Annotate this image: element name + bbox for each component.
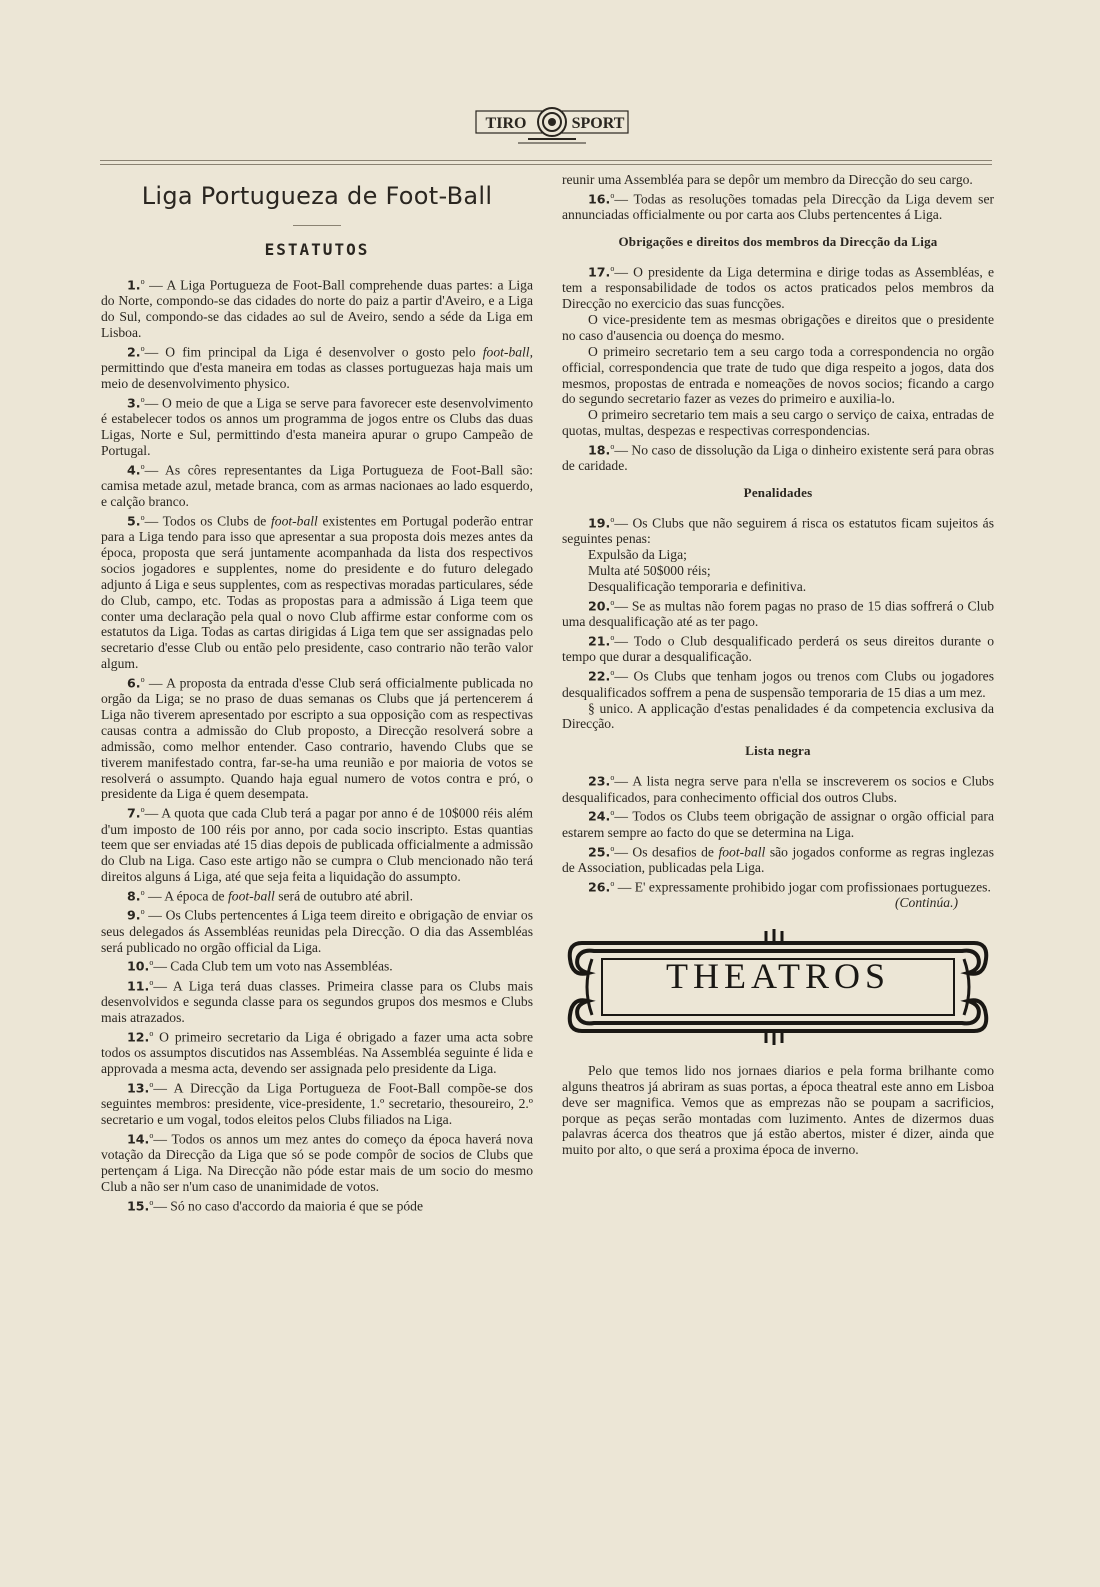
article-number: 17.: [588, 264, 611, 280]
ordinal-mark: o: [140, 512, 145, 522]
ordinal-mark: o: [140, 805, 145, 815]
article-number: 9.: [127, 907, 141, 923]
statute-paragraph: [562, 512, 994, 547]
heading-obrigacoes: Obrigações e direitos dos membros da Direcção da Liga: [618, 234, 938, 250]
article-number: 23.: [588, 773, 611, 789]
ordinal-mark: o: [610, 633, 615, 643]
ordinal-mark: o: [140, 461, 145, 471]
article-number: 3.: [127, 395, 141, 411]
paragraph-text: — Os desafios de: [614, 844, 719, 860]
ordinal-mark: o: [610, 190, 615, 200]
paragraph-text: — Os Clubs pertencentes á Liga teem direito e obrigação de enviar os seus delegados ás Assembléas reunidas pela Direcção. O dia das Assembléas será publicado no orgão official da Liga.: [101, 907, 533, 955]
article-number: 21.: [588, 633, 611, 649]
article-number: 25.: [588, 844, 611, 860]
statute-paragraph: [101, 341, 533, 392]
paragraph-text: — Só no caso d'accordo da maioria é que se póde: [153, 1198, 424, 1214]
article-number: 2.: [127, 344, 141, 360]
paragraph-text: — Todos os annos um mez antes do começo da época haverá nova votação da Direcção da Liga que só se pode compôr de socios de Clubs que pertençam á Liga. Na Direcção não póde estar mais de um socio do mesmo Club a não ser n'um caso de unanimidade de votos.: [101, 1131, 533, 1194]
paragraph-text: permittindo que d'esta maneira em todas as classes portuguezas haja mais um meio de desenvolvimento physico.: [101, 360, 533, 392]
paragraph-text: — A Liga Portugueza de Foot-Ball comprehende duas partes: a Liga do Norte, compondo-se das cidades do norte do paiz a partir d'Aveiro, e a Liga do Sul, compondo-se das cidades ao sul de Aveiro, sendo a séde da Liga em Lisboa.: [101, 277, 533, 341]
italic-term: foot-ball: [271, 513, 318, 529]
ordinal-mark: o: [140, 394, 145, 404]
paragraph-text: — A Liga terá duas classes. Primeira classe para os Clubs mais desenvolvidos e segunda classe para os segundos grupos dos mesmos e Clubs mais atrazados.: [101, 978, 533, 1025]
paragraph-text: são jogados conforme as regras inglezas de Association, publicadas pela Liga.: [562, 844, 994, 875]
lista-negra-articles: [562, 770, 994, 895]
paragraph-text: reunir uma Assembléa para se depôr um membro da Direcção do seu cargo.: [562, 172, 973, 187]
statute-paragraph: [562, 665, 994, 700]
article-number: 19.: [588, 515, 611, 531]
ordinal-mark: o: [149, 958, 154, 968]
paragraph-text: O primeiro secretario tem a seu cargo toda a correspondencia no orgão official, correspondencia que trate de tudo que diga respeito a jogos, data dos mesmos, propostas de entrada e nomeações de novos socios; ficando a cargo do segundo secretario fazer as vezes do primeiro e auxilia-lo.: [562, 343, 994, 407]
statute-paragraph: [101, 1128, 533, 1195]
statute-paragraph: [101, 274, 533, 341]
paragraph-text: — Os Clubs que não seguirem á risca os estatutos ficam sujeitos ás seguintes penas:: [562, 515, 994, 547]
pena-item: Multa até 50$000 réis;: [588, 563, 711, 579]
ordinal-mark: o: [140, 343, 145, 353]
statute-paragraph: [101, 802, 533, 885]
continua-note: (Continúa.): [894, 895, 958, 911]
statute-paragraph: [562, 172, 994, 188]
article-number: 7.: [127, 805, 141, 821]
paragraph-text: será de outubro até abril.: [274, 888, 413, 904]
statute-paragraph: [101, 1026, 533, 1077]
paragraph-text: — A época de: [144, 888, 228, 904]
paragraph-text: — Todos os Clubs teem obrigação de assignar o orgão official para estarem sempre ao facto do que se determina na Liga.: [562, 808, 994, 840]
statute-paragraph: [562, 188, 994, 223]
obrigacoes-articles: [562, 261, 994, 474]
paragraph-text: — A quota que cada Club terá a pagar por anno é de 10$000 réis além d'um imposto de 100 réis por anno, por cada socio inscripto. Estas quantias teem que ser enviadas até 15 dias depois de publicada officialmente a admissão do Club na Liga. Caso este artigo não se cumpra o Club mencionado não terá direitos alguns á Liga, até que seja feita a liquidação do assumpto.: [101, 805, 533, 885]
header-rule-top: [100, 160, 992, 161]
statute-paragraph: [562, 630, 994, 665]
statute-paragraph: [562, 595, 994, 630]
ordinal-mark: o: [149, 1079, 154, 1089]
statute-paragraph: [562, 876, 994, 895]
paragraph-text: — E' expressamente prohibido jogar com profissionaes portuguezes.: [614, 879, 991, 895]
article-number: 15.: [127, 1198, 150, 1214]
ordinal-mark: o: [610, 773, 615, 783]
ordinal-mark: o: [610, 808, 615, 818]
ordinal-mark: o: [610, 441, 615, 451]
pena-item: Desqualificação temporaria e definitiva.: [588, 579, 807, 594]
statute-paragraph: [562, 770, 994, 805]
paragraph-text: existentes em Portugal poderão entrar para a Liga tendo para isso que apresentar a sua proposta dois mezes antes da época, proposta que será juntamente acompanhada da lista dos respectivos socios jogadores e supplentes, nome do presidente e do futuro delegado adjunto á Liga e seus supplentes, com as respectivas moradas particulares, séde do Club, campo, etc. Todas as propostas para a admissão á Liga teem que conter uma declaração pela qual o novo Club affirme estar conforme com os estatutos da Liga. Todas as cartas dirigidas á Liga tem que ser assignadas pelo secretario d'esse Club ou então pelo presidente, caso contrario não terão valor algum.: [101, 513, 533, 672]
article-number: 1.: [127, 277, 141, 293]
statute-paragraph: [101, 510, 533, 672]
statute-paragraph: [562, 805, 994, 840]
ordinal-mark: o: [149, 1028, 154, 1038]
statutes-articles: [101, 274, 533, 1214]
statute-paragraph: [562, 407, 994, 439]
paragraph-text: — O fim principal da Liga é desenvolver o gosto pelo: [144, 344, 483, 360]
statute-paragraph: [101, 885, 533, 904]
svg-text:SPORT: SPORT: [571, 115, 625, 132]
article-number: 13.: [127, 1080, 150, 1096]
masthead-logo: [468, 103, 636, 147]
statute-paragraph: [101, 975, 533, 1026]
article-number: 26.: [588, 879, 611, 895]
paragraph-text: O vice-presidente tem as mesmas obrigações e direitos que o presidente no caso d'ausencia ou doença do mesmo.: [562, 312, 994, 343]
article-number: 11.: [127, 978, 150, 994]
paragraph-text: — Todos os Clubs de: [144, 513, 271, 529]
paragraph-text: — Cada Club tem um voto nas Assembléas.: [153, 958, 393, 974]
article-number: 6.: [127, 675, 141, 691]
theatros-paragraph: Pelo que temos lido nos jornaes diarios e pela forma brilhante como alguns theatros já abriram as suas portas, a época theatral este anno em Lisboa deve ser magnifica. Vemos que as emprezas não se poupam a sacrificios, porque as peças serão montadas com luzimento. Antes de dizermos duas palavras ácerca dos theatros que já estão abertos, mister é dizer, ainda que muito por alto, o que será a proxima época de inverno.: [562, 1063, 994, 1158]
italic-term: foot-ball,: [482, 344, 533, 360]
statute-paragraph: [562, 701, 994, 733]
svg-text:TIRO: TIRO: [485, 115, 527, 132]
article-number: 12.: [127, 1029, 150, 1045]
paragraph-text: O primeiro secretario tem mais a seu cargo o serviço de caixa, entradas de quotas, multas, despezas e respectivas correspondencias.: [562, 407, 994, 439]
article-number: 14.: [127, 1131, 150, 1147]
ordinal-mark: o: [140, 887, 145, 897]
statute-paragraph: [101, 955, 533, 974]
article-number: 22.: [588, 668, 611, 684]
title-divider: [293, 225, 341, 226]
ordinal-mark: o: [610, 264, 615, 274]
ordinal-mark: o: [149, 1197, 154, 1207]
paragraph-text: — Se as multas não forem pagas no praso de 15 dias soffrerá o Club uma desqualificação até as ter pago.: [562, 598, 994, 630]
article-number: 8.: [127, 888, 141, 904]
paragraph-text: — As côres representantes da Liga Portugueza de Foot-Ball são: camisa metade azul, metade branca, com as armas nacionaes ao lado esquerdo, e calção branco.: [101, 462, 533, 510]
ordinal-mark: o: [610, 878, 615, 888]
paragraph-text: — O meio de que a Liga se serve para favorecer este desenvolvimento é estabelecer todos os annos um programma de jogos entre os Clubs das duas Ligas, Norte e Sul, permittindo d'esta maneira apurar o grupo Campeão de Portugal.: [101, 395, 533, 459]
article-number: 16.: [588, 191, 611, 207]
paragraph-text: — No caso de dissolução da Liga o dinheiro existente será para obras de caridade.: [562, 442, 994, 474]
statute-paragraph: [101, 459, 533, 510]
paragraph-text: — A Direcção da Liga Portugueza de Foot-Ball compõe-se dos seguintes membros: presidente, vice-presidente, 1.º secretario, thesoureiro, 2.º secretario e um vogal, todos eleitos pelos Clubs filiados na Liga.: [101, 1080, 533, 1128]
statute-paragraph: [101, 392, 533, 459]
article-subtitle: ESTATUTOS: [264, 240, 370, 259]
penalidades-articles: [562, 595, 994, 732]
ordinal-mark: o: [140, 907, 145, 917]
article-number: 20.: [588, 598, 611, 614]
paragraph-text: § unico. A applicação d'estas penalidades é da competencia exclusiva da Direcção.: [562, 700, 994, 732]
penalidades-intro: [562, 512, 994, 547]
paragraph-text: — Todo o Club desqualificado perderá os seus direitos durante o tempo que durar a desqualificação.: [562, 633, 994, 665]
statute-paragraph: [562, 841, 994, 876]
right-column: [562, 172, 994, 1158]
article-number: 18.: [588, 442, 611, 458]
theatros-banner: [562, 925, 994, 1049]
tiro-e-sport-logo: [468, 103, 636, 147]
article-number: 10.: [127, 958, 150, 974]
italic-term: foot-ball: [718, 844, 766, 860]
ordinal-mark: o: [610, 597, 615, 607]
paragraph-text: O primeiro secretario da Liga é obrigado a fazer uma acta sobre todos os assumptos discutidos nas Assembléas. Na Assembléa seguinte é lida e approvada a mesma acta, devendo ser assignada pelo presidente da Liga.: [101, 1029, 533, 1077]
ordinal-mark: o: [149, 1130, 154, 1140]
header-rule-bottom: [100, 164, 992, 165]
ordinal-mark: o: [610, 843, 615, 853]
left-column: [101, 172, 533, 1214]
pena-item: Expulsão da Liga;: [588, 547, 687, 563]
statute-paragraph: [101, 1077, 533, 1128]
ordinal-mark: o: [610, 515, 615, 525]
article-number: 24.: [588, 808, 611, 824]
paragraph-text: — A proposta da entrada d'esse Club será officialmente publicada no orgão da Liga; se no praso de duas semanas os Clubs que já pertencerem á Liga não tiverem apresentado por escripto a sua opposição com as respectivas causas contra a admissão do Club proposto, a Direcção resolverá sobre a admissão, como melhor entender. Caso contrario, havendo Clubs que se tiverem manifestado contra, far-se-ha uma reunião e por maioria de votos se resolverá o assumpto. Quando haja egual numero de votos contra e pró, o presidente da Liga é quem desempata.: [101, 675, 533, 802]
theatros-title: THEATROS: [665, 956, 890, 997]
article-title: Liga Portugueza de Foot-Ball: [141, 182, 493, 210]
paragraph-text: — O presidente da Liga determina e dirige todas as Assembléas, e tem a responsabilidade de todos os actos praticados pelos membros da Direcção no exercicio das suas funcções.: [562, 264, 994, 312]
statute-paragraph: [562, 261, 994, 312]
ordinal-mark: o: [610, 668, 615, 678]
paragraph-text: — Os Clubs que tenham jogos ou trenos com Clubs ou jogadores desqualificados soffrem a pena de suspensão temporaria de 15 dias a um mez.: [562, 668, 994, 700]
penas-list: [562, 547, 994, 595]
ordinal-mark: o: [140, 277, 145, 286]
statute-paragraph: [562, 344, 994, 407]
statute-paragraph: [562, 439, 994, 474]
article-number: 4.: [127, 462, 141, 478]
statute-paragraph: [101, 1195, 533, 1214]
paragraph-text: — A lista negra serve para n'ella se inscreverem os socios e Clubs desqualificados, para conhecimento official dos outros Clubs.: [562, 773, 994, 805]
article-number: 5.: [127, 513, 141, 529]
ordinal-mark: o: [149, 977, 154, 987]
statute-paragraph: [101, 672, 533, 802]
heading-penalidades: Penalidades: [743, 485, 813, 501]
heading-lista-negra: Lista negra: [745, 743, 811, 759]
paragraph-text: — Todas as resoluções tomadas pela Direcção da Liga devem ser annunciadas officialmente ou por carta aos Clubs pertencentes á Liga.: [562, 191, 994, 223]
italic-term: foot-ball: [228, 888, 275, 904]
statute-paragraph: [562, 312, 994, 344]
statute-paragraph: [101, 904, 533, 955]
statutes-continued: [562, 172, 994, 223]
ordinal-mark: o: [140, 674, 145, 684]
